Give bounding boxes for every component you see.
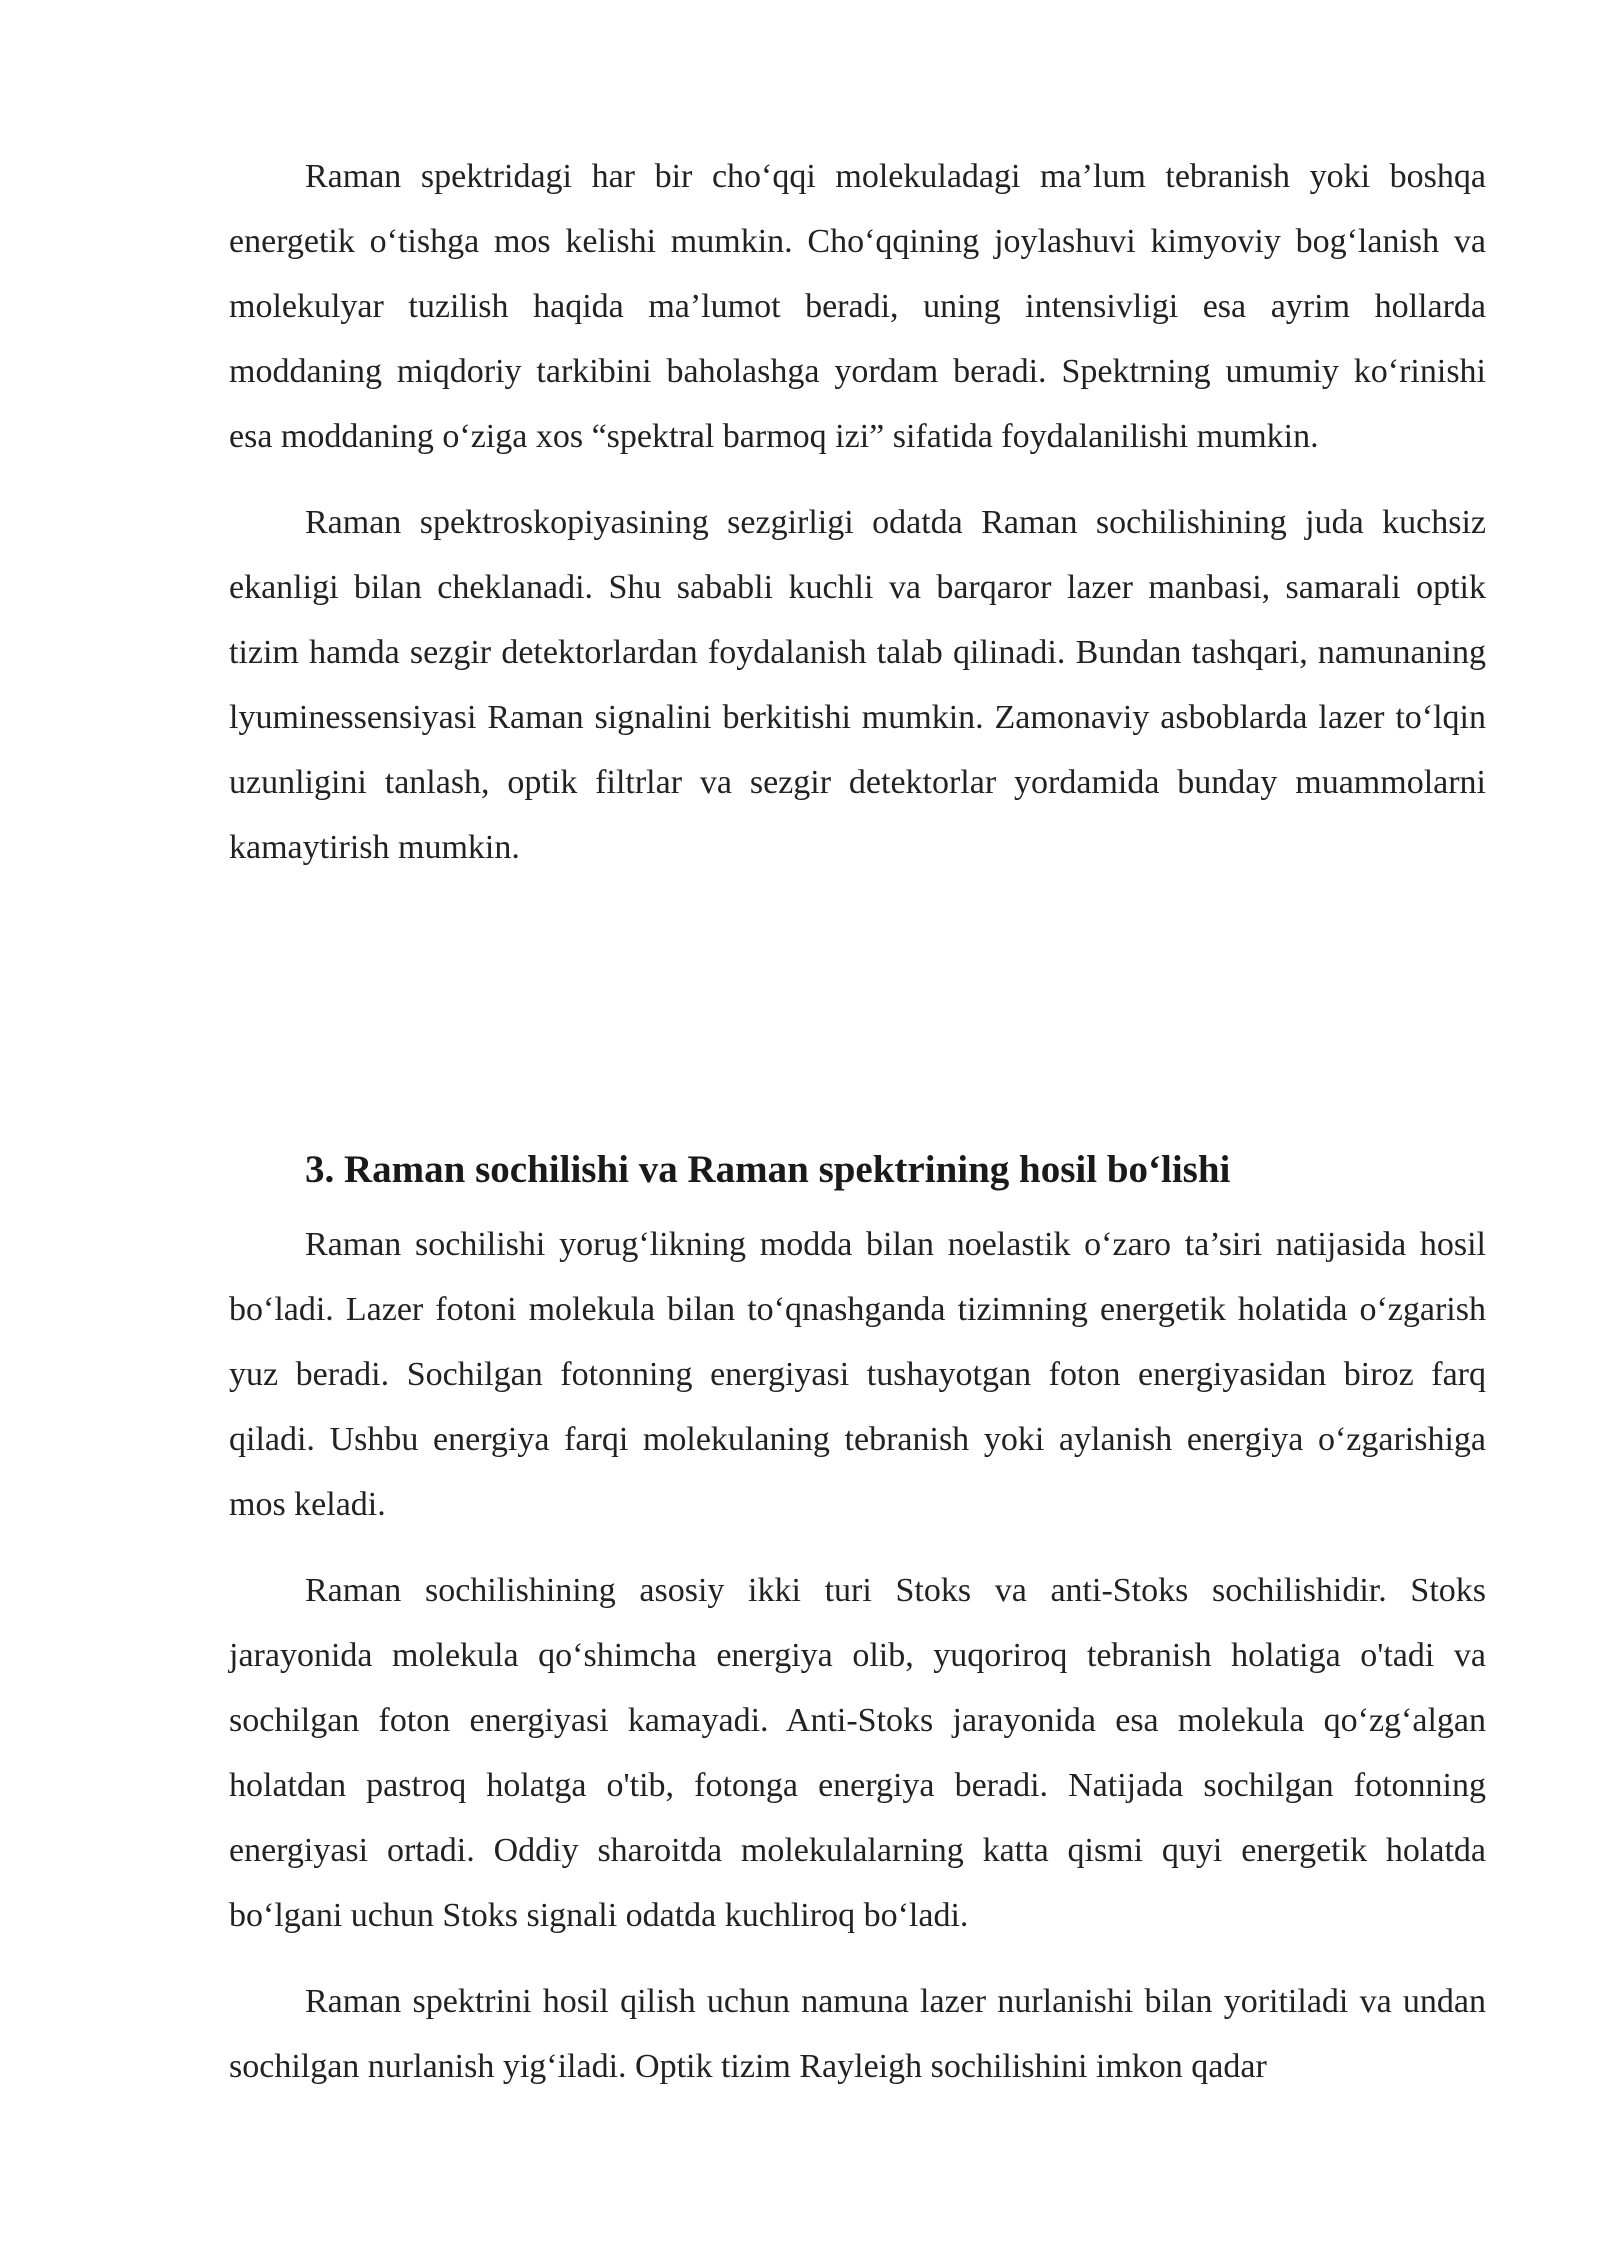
paragraph-stokes-anti-stokes: Raman sochilishining asosiy ikki turi Stoks va anti-Stoks sochilishidir. Stoks jarayonida molekula qo‘shimcha energiya olib, yuqoriroq tebranish holatiga o'tadi va sochilgan foton energiyasi kamayadi. Anti-Stoks jarayonida esa molekula qo‘zg‘algan holatdan pastroq holatga o'tib, fotonga energiya beradi. Natijada sochilgan fotonning energiyasi ortadi. Oddiy sharoitda molekulalarning katta qismi quyi energetik holatda bo‘lgani uchun Stoks signali odatda kuchliroq bo‘ladi. bbox=[229, 1572, 1486, 1934]
paragraph-raman-scattering: Raman sochilishi yorug‘likning modda bilan noelastik o‘zaro ta’siri natijasida hosil bo‘ladi. Lazer fotoni molekula bilan to‘qnashganda tizimning energetik holatida o‘zgarish yuz beradi. Sochilgan fotonning energiyasi tushayotgan foton energiyasidan biroz farq qiladi. Ushbu energiya farqi molekulaning tebranish yoki aylanish energiya o‘zgarishiga mos keladi. bbox=[229, 1226, 1486, 1523]
paragraph-raman-sensitivity: Raman spektroskopiyasining sezgirligi odatda Raman sochilishining juda kuchsiz ekanligi bilan cheklanadi. Shu sababli kuchli va barqaror lazer manbasi, samarali optik tizim hamda sezgir detektorlardan foydalanish talab qilinadi. Bundan tashqari, namunaning lyuminessensiyasi Raman signalini berkitishi mumkin. Zamonaviy asboblarda lazer to‘lqin uzunligini tanlash, optik filtrlar va sezgir detektorlar yordamida bunday muammolarni kamaytirish mumkin. bbox=[229, 504, 1486, 866]
paragraph-raman-peaks: Raman spektridagi har bir cho‘qqi molekuladagi ma’lum tebranish yoki boshqa energetik o‘tishga mos kelishi mumkin. Cho‘qqining joylashuvi kimyoviy bog‘lanish va molekulyar tuzilish haqida ma’lumot beradi, uning intensivligi esa ayrim hollarda moddaning miqdoriy tarkibini baholashga yordam beradi. Spektrning umumiy ko‘rinishi esa moddaning o‘ziga xos “spektral barmoq izi” sifatida foydalanilishi mumkin. bbox=[229, 158, 1486, 455]
section-heading: 3. Raman sochilishi va Raman spektrining hosil bo‘lishi bbox=[305, 1148, 1231, 1191]
paragraph-spectrum-acquisition: Raman spektrini hosil qilish uchun namuna lazer nurlanishi bilan yoritiladi va undan sochilgan nurlanish yig‘iladi. Optik tizim Rayleigh sochilishini imkon qadar bbox=[229, 1983, 1486, 2085]
text-block-top bbox=[229, 144, 1486, 901]
section-3 bbox=[229, 1142, 1486, 2120]
